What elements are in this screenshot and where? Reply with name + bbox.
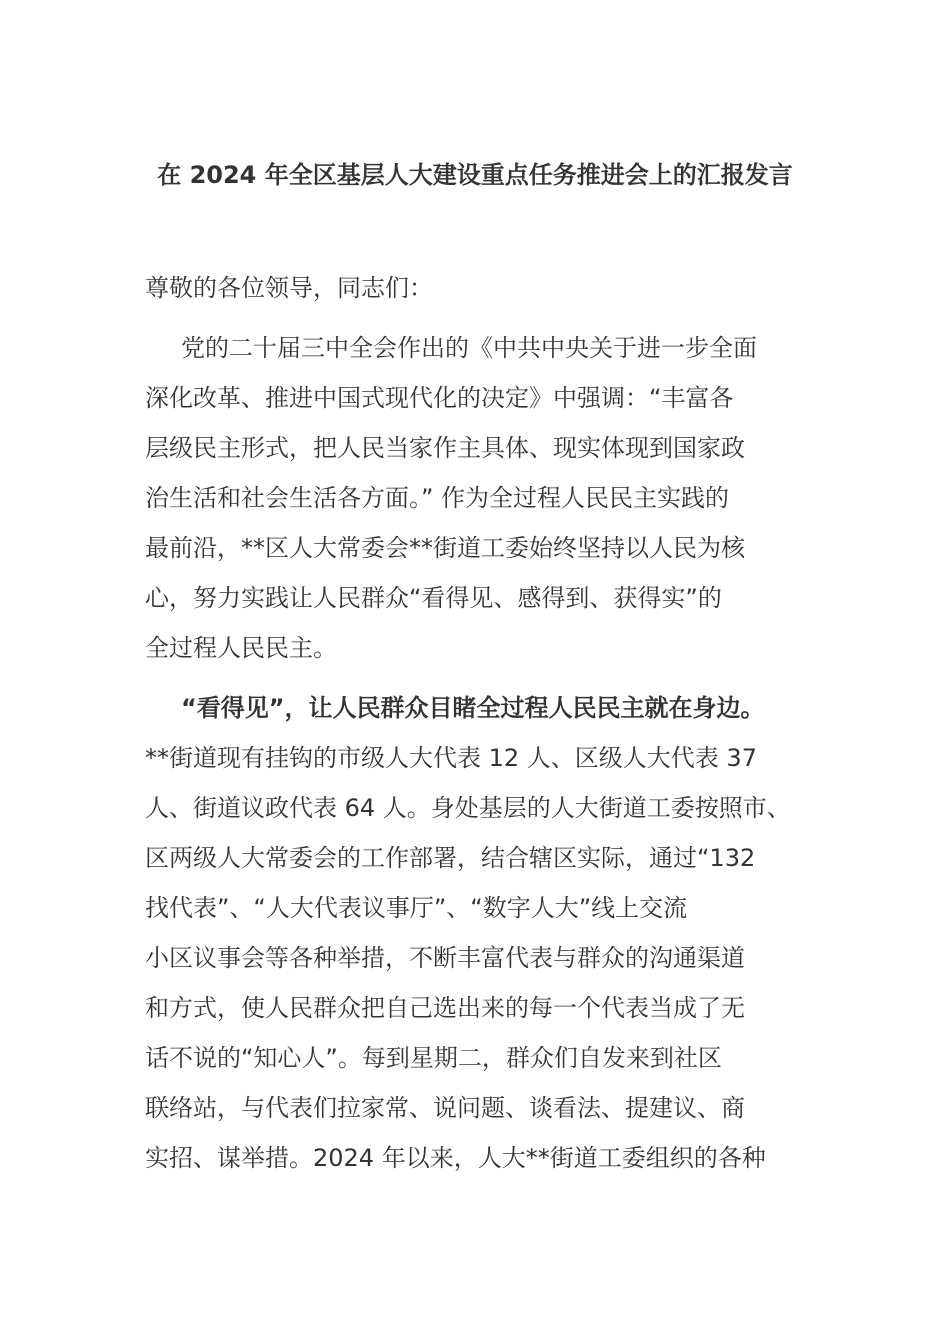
paragraph-2-line-4: 找代表”、“人大代表议事厅”、“数字人大”线上交流 [145,894,688,922]
paragraph-2-line-8: 联络站，与代表们拉家常、说问题、谈看法、提建议、商 [145,1094,745,1122]
paragraph-2-line-1: **街道现有挂钩的市级人大代表 12 人、区级人大代表 37 [145,744,757,772]
paragraph-1-line-4: 治生活和社会生活各方面。” 作为全过程人民民主实践的 [145,484,730,512]
document-title: 在 2024 年全区基层人大建设重点任务推进会上的汇报发言 [157,161,793,189]
paragraph-2-heading: “看得见”，让人民群众目睹全过程人民民主就在身边。 [181,694,765,722]
paragraph-1-line-3: 层级民主形式，把人民当家作主具体、现实体现到国家政 [145,434,745,462]
paragraph-2-line-9: 实招、谋举措。2024 年以来，人大**街道工委组织的各种 [145,1144,766,1172]
paragraph-2-line-3: 区两级人大常委会的工作部署，结合辖区实际，通过“132 [145,844,756,872]
paragraph-1-line-2: 深化改革、推进中国式现代化的决定》中强调：“丰富各 [145,384,734,412]
paragraph-2-line-7: 话不说的“知心人”。每到星期二，群众们自发来到社区 [145,1044,722,1072]
paragraph-2-line-2: 人、街道议政代表 64 人。身处基层的人大街道工委按照市、 [145,794,791,822]
paragraph-2-line-5: 小区议事会等各种举措，不断丰富代表与群众的沟通渠道 [145,944,745,972]
salutation: 尊敬的各位领导，同志们： [145,274,433,302]
paragraph-1-line-6: 心，努力实践让人民群众“看得见、感得到、获得实”的 [145,584,722,612]
paragraph-1-line-5: 最前沿，**区人大常委会**街道工委始终坚持以人民为核 [145,534,745,562]
paragraph-2-line-6: 和方式，使人民群众把自己选出来的每一个代表当成了无 [145,994,745,1022]
paragraph-1-line-7: 全过程人民民主。 [145,634,337,662]
paragraph-1-line-1: 党的二十届三中全会作出的《中共中央关于进一步全面 [181,334,757,362]
